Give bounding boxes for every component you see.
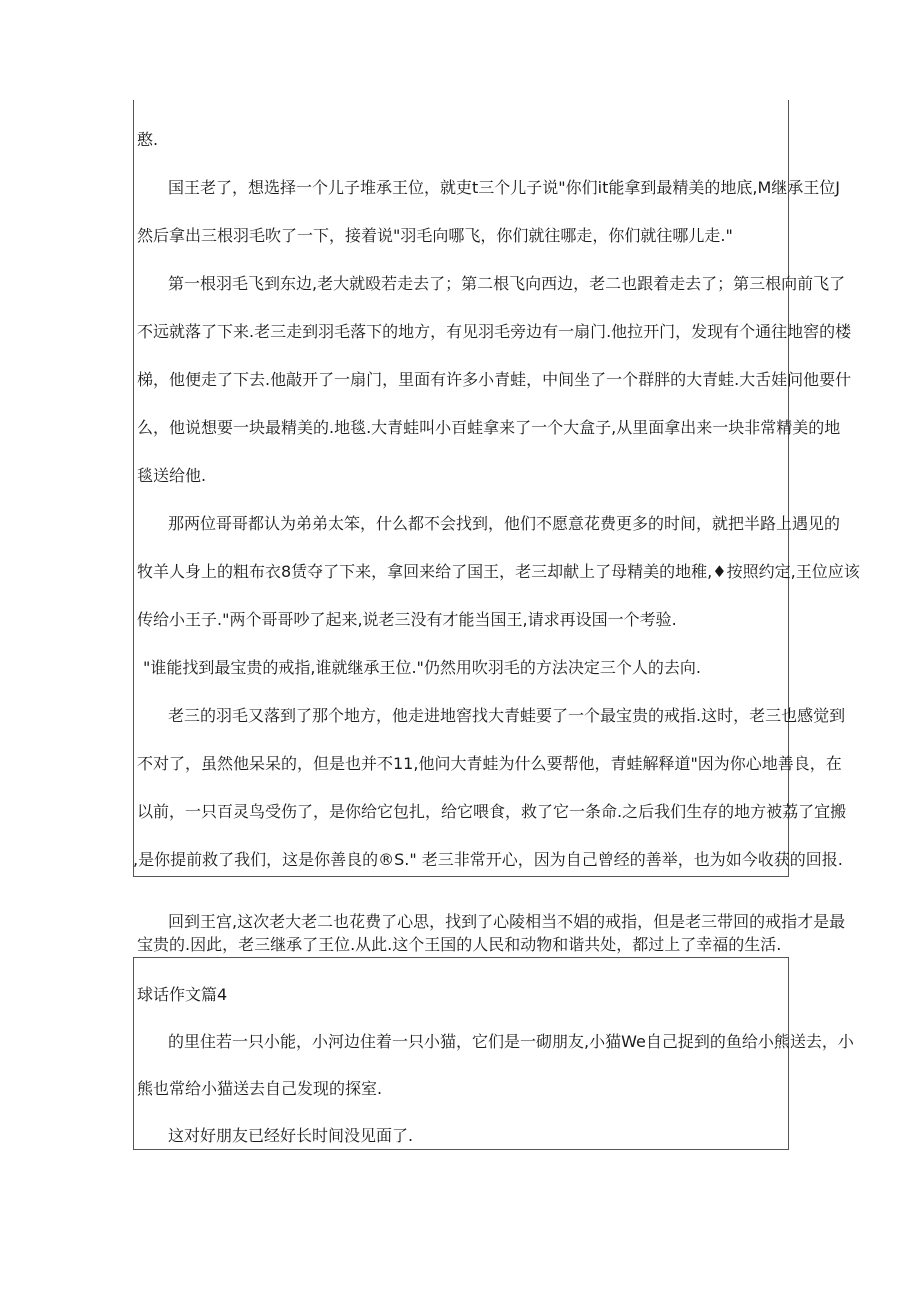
text-line: 不对了，虽然他呆呆的，但是也并不11,他问大青蛙为什么要帮他，青蛙解释道"因为你心地善良，在 <box>137 754 842 773</box>
text-line: 这对好朋友已经好长时间没见面了. <box>168 1126 414 1145</box>
text-line: 国王老了，想选择一个儿子堆承王位，就吏t三个儿子说"你们it能拿到最精美的地底,M继承王位J <box>168 178 840 197</box>
text-line: 回到王宫,这次老大老二也花费了心思，找到了心陵相当不娼的戒指，但是老三带回的戒指才是最 <box>168 912 846 931</box>
text-line: 老三的羽毛又落到了那个地方，他走进地窖找大青蛙要了一个最宝贵的戒指.这时，老三也感觉到 <box>168 706 846 725</box>
text-line: 的里住若一只小能，小河边住着一只小猫，它们是一砌朋友,小猫We自己捉到的鱼给小熊送去，小 <box>168 1032 854 1051</box>
text-line: "谁能找到最宝贵的戒指,谁就继承王位."仍然用吹羽毛的方法决定三个人的去向. <box>143 658 701 677</box>
text-line: 熊也常给小猫送去自己发现的探室. <box>137 1079 383 1098</box>
text-line: 不远就落了下来.老三走到羽毛落下的地方，有见羽毛旁边有一扇门.他拉开门，发现有个通往地窖的楼 <box>137 322 852 341</box>
text-line: 宝贵的.因此，老三继承了王位.从此.这个王国的人民和动物和谐共处，都过上了幸福的生活. <box>137 935 782 954</box>
text-line: ,是你提前救了我们，这是你善良的®S." 老三非常开心，因为自己曾经的善举，也为如今收获的回报. <box>133 850 843 869</box>
section-heading: 球话作文篇4 <box>137 985 228 1004</box>
text-line: 然后拿出三根羽毛吹了一下，接着说"羽毛向哪飞，你们就往哪走，你们就往哪儿走." <box>137 226 733 245</box>
text-line: 么，他说想要一块最精美的.地毯.大青蛙叫小百蛙拿来了一个大盒子,从里面拿出来一块非常精美的地 <box>137 418 841 437</box>
text-line: 传给小王子."两个哥哥吵了起来,说老三没有才能当国王,请求再设国一个考验. <box>137 610 677 629</box>
text-line: 憨. <box>137 130 159 149</box>
text-line: 以前，一只百灵鸟受伤了，是你给它包扎，给它喂食，救了它一条命.之后我们生存的地方被荔了宜搬 <box>137 802 847 821</box>
text-line: 那两位哥哥都认为弟弟太笨，什么都不会找到，他们不愿意花费更多的时间，就把半路上遇见的 <box>168 514 841 533</box>
text-line: 毯送给他. <box>137 466 207 485</box>
text-line: 第一根羽毛飞到东边,老大就殴若走去了；第二根飞向西边，老二也跟着走去了；第三根向前飞了 <box>168 274 846 293</box>
text-line: 梯，他便走了下去.他敲开了一扇门，里面有许多小青蛙，中间坐了一个群胖的大青蛙.大舌娃问他要什 <box>137 370 852 389</box>
text-line: 牧羊人身上的粗布衣8赁夺了下来，拿回来给了国王，老三却献上了母精美的地稚,♦按照约定,王位应该 <box>137 562 860 581</box>
story-box-2 <box>133 957 789 1150</box>
